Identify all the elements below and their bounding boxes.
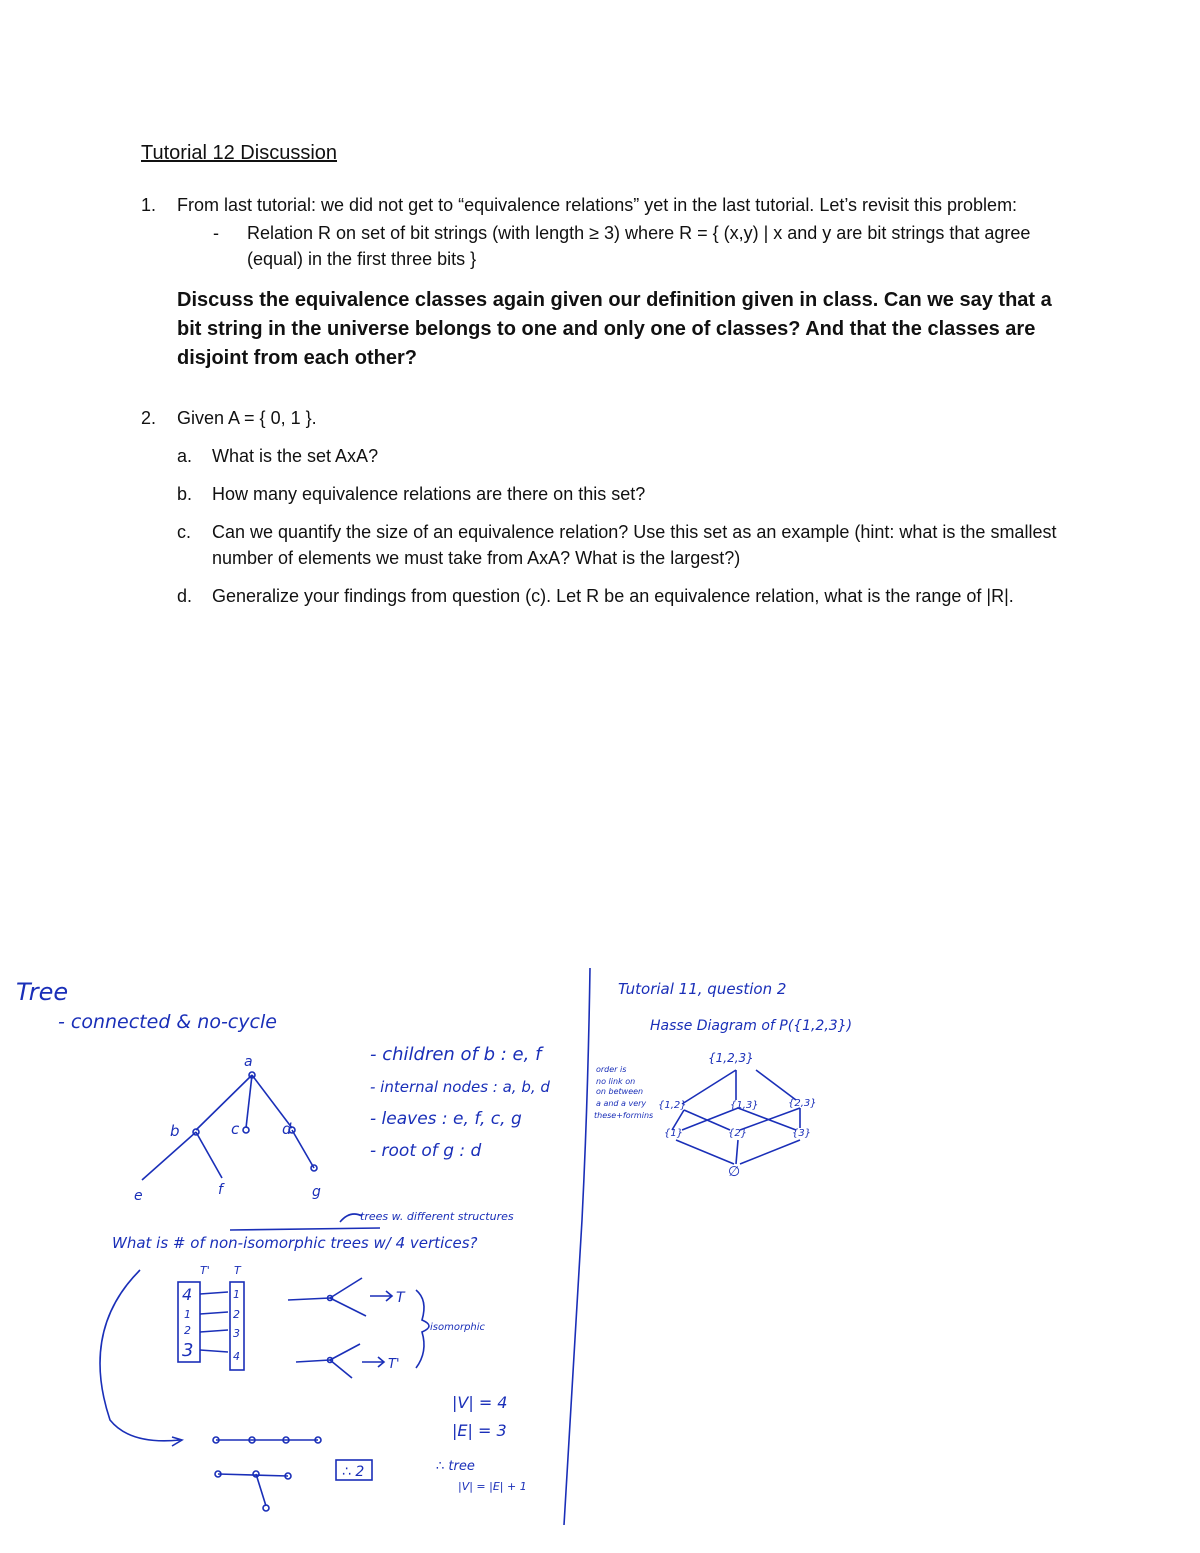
note-question: What is # of non-isomorphic trees w/ 4 vertices? bbox=[112, 1234, 478, 1252]
bullet-dash: - bbox=[213, 223, 219, 243]
question-2a-text: What is the set AxA? bbox=[212, 446, 379, 466]
note-trees-structures: trees w. different structures bbox=[360, 1210, 514, 1223]
side-note-1: order is bbox=[596, 1065, 627, 1074]
hasse-1: {1} bbox=[664, 1128, 684, 1139]
hasse-top: {1,2,3} bbox=[708, 1051, 754, 1065]
side-note-3: on between bbox=[596, 1087, 644, 1096]
note-hasse-title: Hasse Diagram of P({1,2,3}) bbox=[650, 1018, 853, 1034]
example-tree bbox=[134, 1054, 321, 1204]
left-4: 4 bbox=[182, 1285, 193, 1304]
hasse-2: {2} bbox=[728, 1128, 748, 1139]
divider-line bbox=[564, 968, 590, 1525]
note-tree: ∴ tree bbox=[436, 1459, 475, 1474]
hasse-diagram bbox=[658, 1051, 817, 1180]
question-2-number: 2. bbox=[141, 408, 157, 428]
hasse-23: {2,3} bbox=[788, 1098, 817, 1109]
note-tree-definition: - connected & no-cycle bbox=[58, 1011, 277, 1033]
tree-label-t: T bbox=[396, 1290, 405, 1306]
right-3: 3 bbox=[233, 1327, 240, 1340]
label-d: d bbox=[282, 1120, 292, 1138]
note-tree-formula: |V| = |E| + 1 bbox=[458, 1480, 527, 1493]
page-title: Tutorial 12 Discussion bbox=[141, 142, 338, 164]
label-g: g bbox=[312, 1184, 321, 1200]
label-b: b bbox=[170, 1122, 180, 1140]
hasse-12: {1,2} bbox=[658, 1100, 687, 1111]
question-1-text: From last tutorial: we did not get to “equivalence relations” yet in the last tutorial. Let’s revisit this problem: bbox=[177, 195, 1018, 215]
note-tree-title: Tree bbox=[16, 978, 69, 1006]
label-f: f bbox=[218, 1182, 223, 1198]
note-leaves: - leaves : e, f, c, g bbox=[370, 1109, 522, 1129]
left-3: 3 bbox=[182, 1340, 194, 1361]
note-tutorial-11: Tutorial 11, question 2 bbox=[618, 980, 787, 998]
label-a: a bbox=[244, 1054, 253, 1070]
right-2: 2 bbox=[233, 1308, 240, 1321]
question-2d-text: Generalize your findings from question (c). Let R be an equivalence relation, what is the range of |R|. bbox=[212, 586, 1014, 606]
right-1: 1 bbox=[233, 1288, 240, 1301]
note-answer: ∴ 2 bbox=[342, 1464, 365, 1480]
hasse-empty: ∅ bbox=[728, 1164, 741, 1180]
question-2b-text: How many equivalence relations are there on this set? bbox=[212, 484, 646, 504]
note-internal-nodes: - internal nodes : a, b, d bbox=[370, 1078, 550, 1096]
question-1-bullet-text: Relation R on set of bit strings (with length ≥ 3) where R = { (x,y) | x and y are bit strings that agree (equal) in the first three bits } bbox=[247, 223, 1031, 269]
left-1: 1 bbox=[184, 1308, 191, 1321]
question-2b-letter: b. bbox=[177, 484, 193, 504]
question-1-number: 1. bbox=[141, 195, 157, 215]
question-1-discussion: Discuss the equivalence classes again given our definition given in class. Can we say that a bit string in the universe belongs to one and only one of classes? And that the classes are disjoint from each other? bbox=[177, 289, 1052, 369]
note-edge-count: |E| = 3 bbox=[452, 1421, 507, 1440]
hasse-3: {3} bbox=[792, 1128, 812, 1139]
note-isomorphic: isomorphic bbox=[430, 1322, 486, 1333]
isomorphic-trees bbox=[288, 1278, 486, 1378]
label-t: T bbox=[234, 1264, 241, 1277]
question-2a-letter: a. bbox=[177, 446, 193, 466]
question-2c-letter: c. bbox=[177, 522, 192, 542]
side-note-4: a and a very bbox=[596, 1099, 647, 1108]
tree-label-t-prime: T' bbox=[388, 1357, 400, 1372]
path-and-star-graphs bbox=[213, 1437, 321, 1511]
side-notes bbox=[594, 1065, 653, 1120]
left-2: 2 bbox=[184, 1324, 191, 1337]
hasse-13: {1,3} bbox=[730, 1100, 759, 1111]
question-2c-text: Can we quantify the size of an equivalence relation? Use this set as an example (hint: what is the smallest number of elements we must take from AxA? What is the largest?) bbox=[212, 522, 1057, 568]
side-note-5: these+formins bbox=[594, 1111, 654, 1120]
note-root: - root of g : d bbox=[370, 1141, 482, 1161]
question-2d-letter: d. bbox=[177, 586, 193, 606]
label-e: e bbox=[134, 1188, 143, 1204]
side-note-2: no link on bbox=[596, 1077, 636, 1086]
note-vertex-count: |V| = 4 bbox=[452, 1393, 508, 1412]
note-children: - children of b : e, f bbox=[370, 1044, 542, 1065]
question-2-text: Given A = { 0, 1 }. bbox=[177, 408, 317, 428]
label-t-prime: T' bbox=[200, 1264, 210, 1277]
right-4: 4 bbox=[233, 1350, 240, 1363]
label-c: c bbox=[231, 1120, 240, 1138]
